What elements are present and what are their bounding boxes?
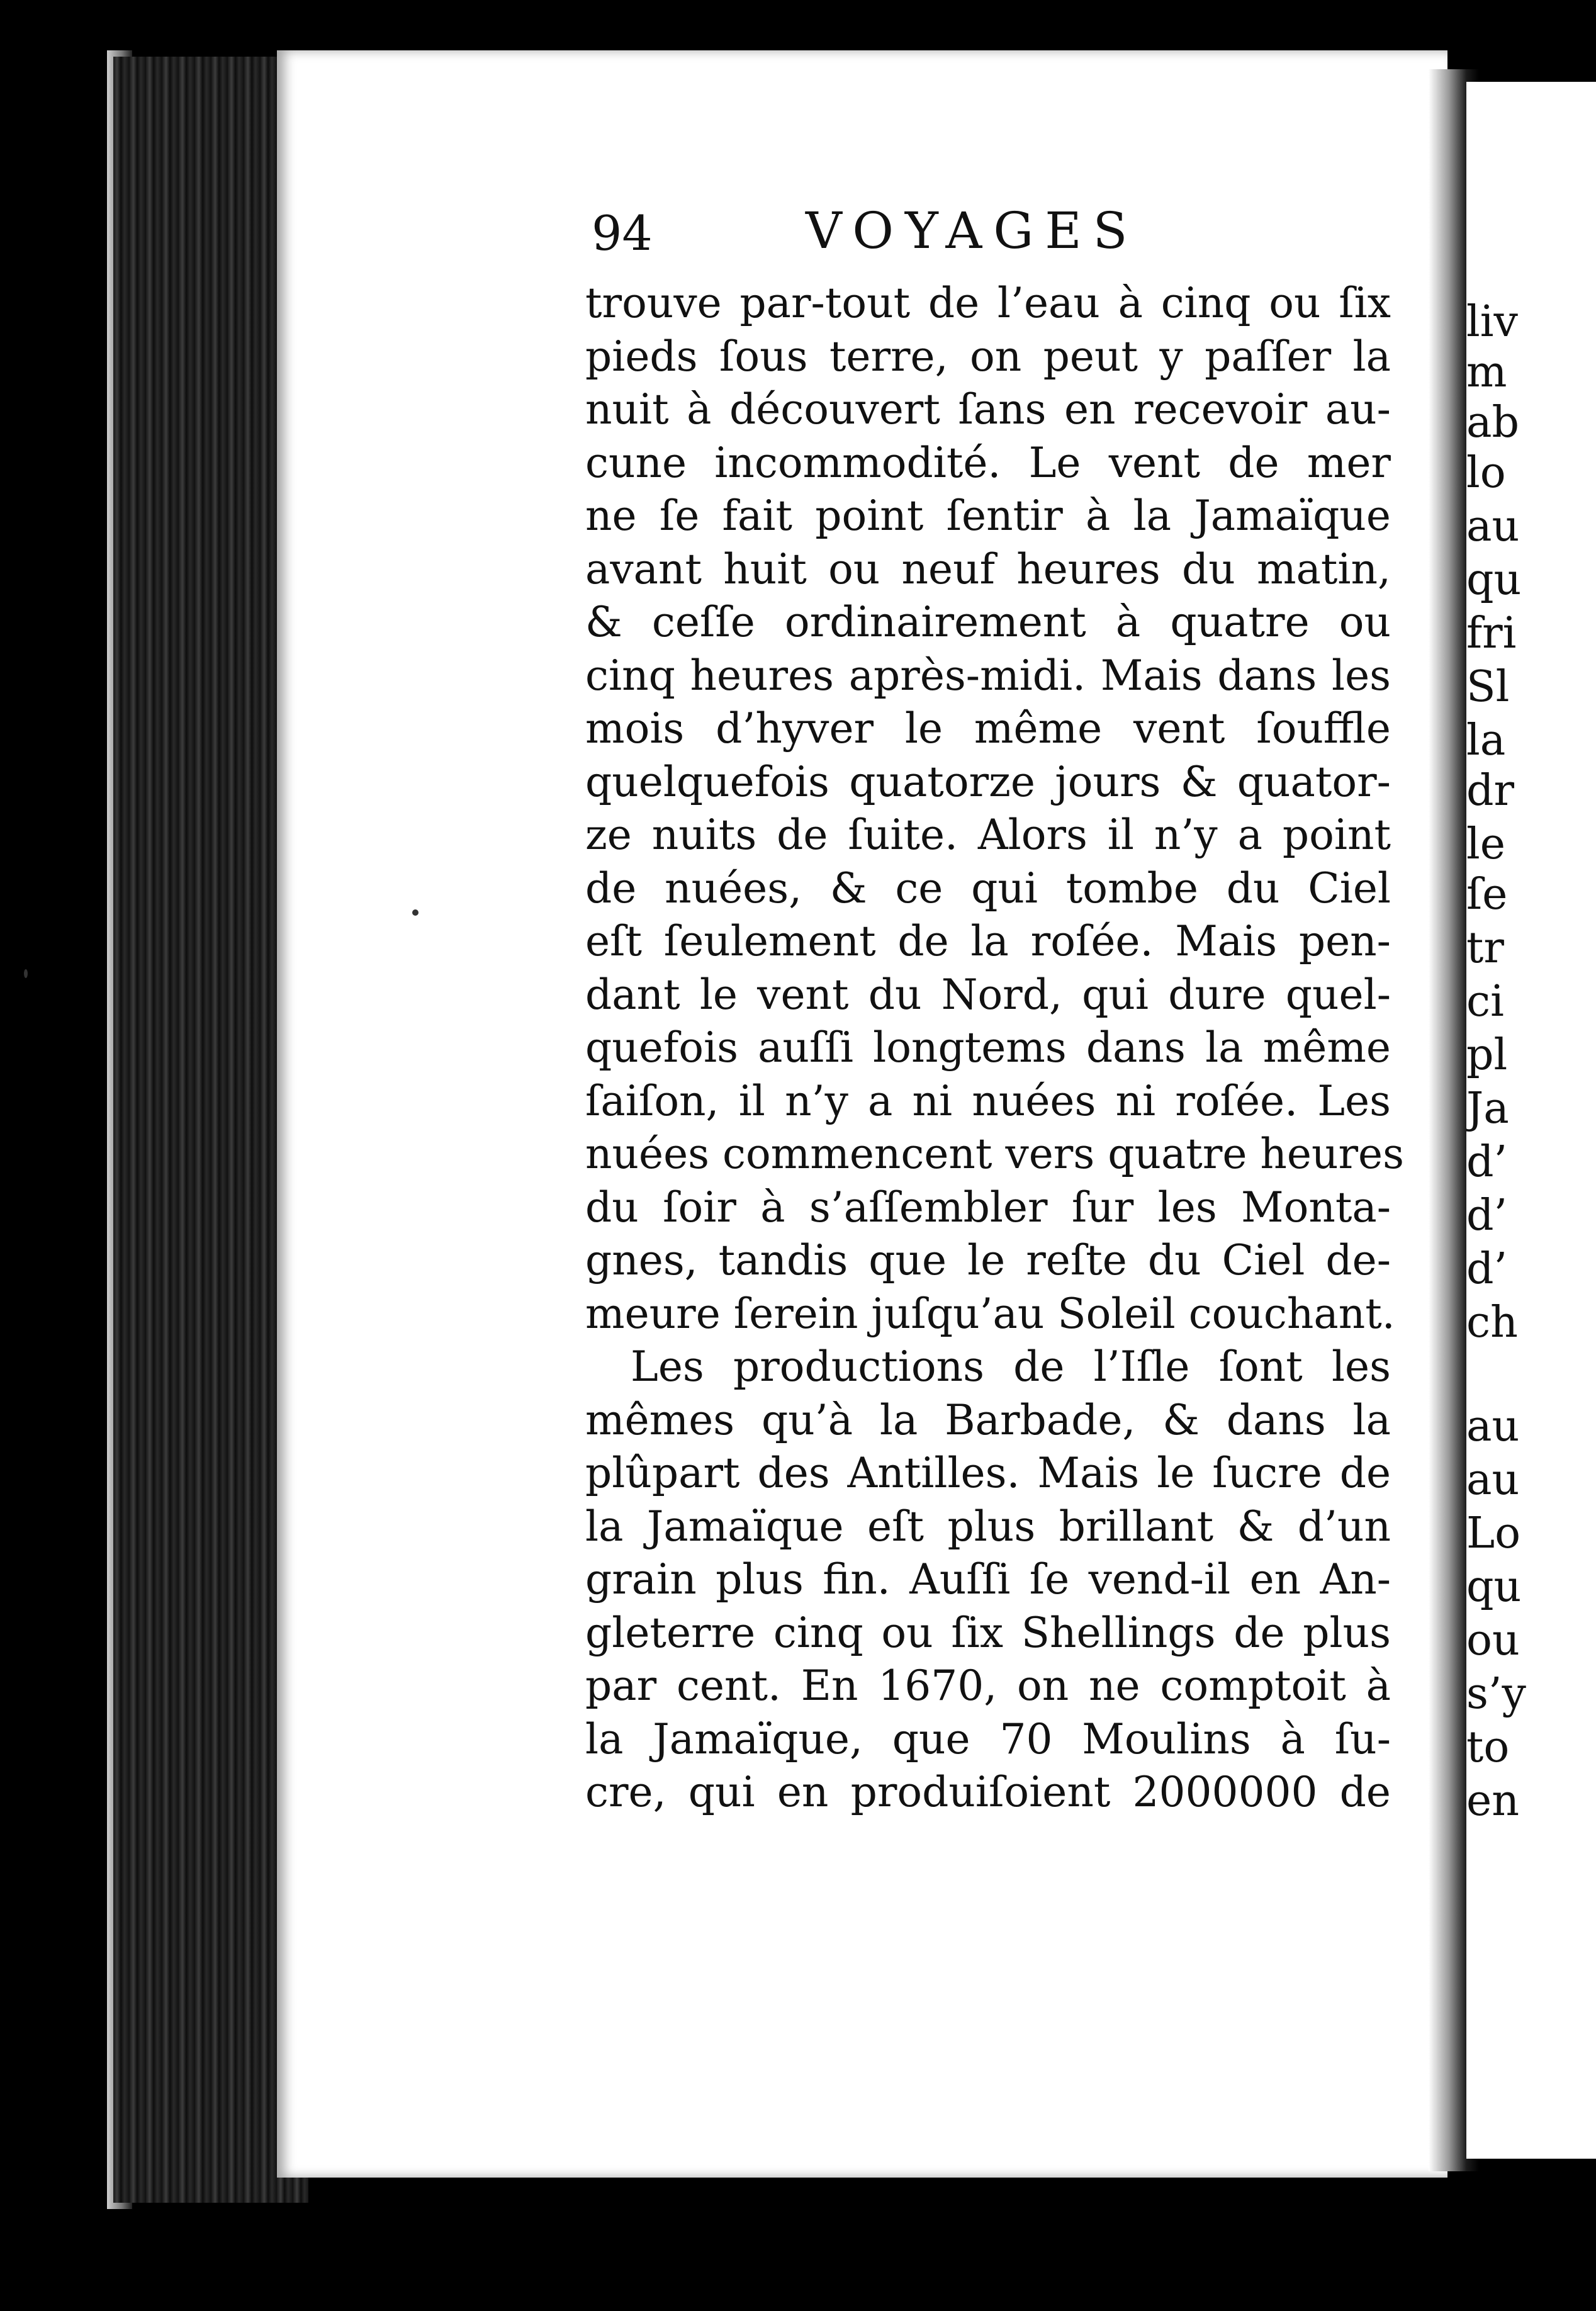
text-line: & ceſſe ordinairement à quatre ou xyxy=(585,598,1391,646)
text-line: ſaiſon, il n’y a ni nuées ni roſée. Les xyxy=(585,1076,1391,1125)
text-line: eſt ſeulement de la roſée. Mais pen- xyxy=(585,917,1391,965)
facing-page-fragment: s’y xyxy=(1466,1669,1526,1719)
page-number: 94 xyxy=(592,205,653,261)
facing-page-fragment: d’ xyxy=(1466,1244,1508,1294)
facing-page-fragment: m xyxy=(1466,347,1507,397)
text-line: ze nuits de ſuite. Alors il n’y a point xyxy=(585,811,1391,859)
facing-page-fragment: Lo xyxy=(1466,1509,1521,1558)
facing-page-fragment: tr xyxy=(1466,923,1504,973)
text-line: du ſoir à s’aſſembler ſur les Monta- xyxy=(585,1183,1391,1232)
facing-page-fragment: ou xyxy=(1466,1616,1520,1665)
text-line: gleterre cinq ou ſix Shellings de plus xyxy=(585,1608,1391,1657)
page-header xyxy=(592,201,1410,271)
facing-page-fragment: qu xyxy=(1466,1562,1522,1612)
running-title: VOYAGES xyxy=(806,201,1139,260)
facing-page-fragment: Sl xyxy=(1466,662,1510,712)
facing-page-fragment: au xyxy=(1466,502,1520,551)
body-text xyxy=(585,277,1404,1819)
facing-page-fragment: pl xyxy=(1466,1030,1508,1080)
facing-page-fragment: ab xyxy=(1466,398,1520,447)
text-line: Les productions de l’Iſle ſont les xyxy=(631,1342,1391,1391)
text-line: de nuées, & ce qui tombe du Ciel xyxy=(585,863,1391,913)
facing-page-fragment: en xyxy=(1466,1776,1520,1826)
text-line: quelquefois quatorze jours & quator- xyxy=(585,757,1391,806)
text-line: cre, qui en produiſoient 2000000 de xyxy=(585,1768,1391,1816)
facing-page-fragment: Ja xyxy=(1466,1084,1509,1133)
text-line: la Jamaïque, que 70 Moulins à ſu- xyxy=(585,1714,1391,1763)
facing-page-fragment: fri xyxy=(1466,609,1517,658)
facing-page-fragment: d’ xyxy=(1466,1137,1508,1187)
facing-page-fragment: ci xyxy=(1466,977,1504,1026)
facing-page-fragment: ſe xyxy=(1466,870,1508,919)
text-line: la Jamaïque eſt plus brillant & d’un xyxy=(585,1502,1391,1551)
facing-page-fragment: au xyxy=(1466,1402,1520,1451)
text-line: plûpart des Antilles. Mais le ſucre de xyxy=(585,1449,1391,1497)
ink-speck xyxy=(412,909,419,916)
facing-page-fragment: lo xyxy=(1466,448,1506,498)
facing-page-fragment: d’ xyxy=(1466,1191,1508,1240)
text-line: nuit à découvert ſans en recevoir au- xyxy=(585,385,1391,434)
facing-page-fragment: ch xyxy=(1466,1298,1518,1347)
facing-page-fragment: to xyxy=(1466,1723,1510,1772)
text-line: nuées commencent vers quatre heures xyxy=(585,1130,1404,1178)
text-line: cinq heures après-midi. Mais dans les xyxy=(585,651,1391,700)
text-line: par cent. En 1670, on ne comptoit à xyxy=(585,1662,1391,1710)
facing-page-fragment: liv xyxy=(1466,297,1518,347)
ink-speck xyxy=(24,969,28,978)
text-line: mêmes qu’à la Barbade, & dans la xyxy=(585,1395,1391,1444)
text-line: avant huit ou neuf heures du matin, xyxy=(585,544,1391,593)
facing-page-fragment: la xyxy=(1466,716,1506,765)
facing-page-fragment: le xyxy=(1466,819,1505,869)
text-line: gnes, tandis que le reſte du Ciel de- xyxy=(585,1236,1391,1285)
facing-page xyxy=(1466,82,1596,2159)
facing-page-fragment: qu xyxy=(1466,555,1522,605)
facing-page-fragment: dr xyxy=(1466,766,1515,816)
text-line: dant le vent du Nord, qui dure quel- xyxy=(585,970,1391,1019)
text-line: cune incommodité. Le vent de mer xyxy=(585,438,1391,487)
text-line: trouve par-tout de l’eau à cinq ou ſix xyxy=(585,279,1391,327)
text-line: grain plus fin. Auſſi ſe vend-il en An- xyxy=(585,1555,1391,1604)
text-line: mois d’hyver le même vent ſouffle xyxy=(585,704,1391,753)
facing-page-fragment: au xyxy=(1466,1455,1520,1505)
text-line: meure ſerein juſqu’au Soleil couchant. xyxy=(585,1289,1395,1338)
text-line: pieds ſous terre, on peut y paſſer la xyxy=(585,332,1391,381)
text-line: quefois auſſi longtems dans la même xyxy=(585,1023,1391,1072)
text-line: ne ſe fait point ſentir à la Jamaïque xyxy=(585,492,1391,540)
